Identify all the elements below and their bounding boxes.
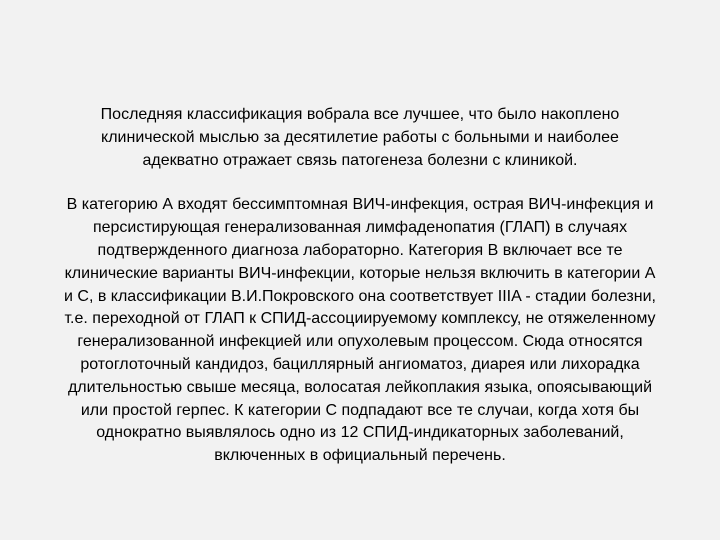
intro-paragraph: Последняя классификация вобрала все лучшее, что было накоплено клинической мыслью за десятилетие работы с больными и наиболее адекватно отражает связь патогенеза болезни с клиникой.: [100, 106, 620, 169]
paragraph-spacer: [14, 172, 706, 194]
categories-paragraph: В категорию А входят бессимптомная ВИЧ-инфекция, острая ВИЧ-инфекция и персистирующая генерализованная лимфаденопатия (ГЛАП) в случаях подтвержденного диагноза лабораторно. Категория В включает все те клинические варианты ВИЧ-инфекции, которые нельзя включить в категории А и С, в классификации В.И.Покровского она соответствует IIIA - стадии болезни, т.е. переходной от ГЛАП к СПИД-ассоциируемому комплексу, не отяжеленному генерализованной инфекцией или опухолевым процессом. Сюда относятся ротоглоточный кандидоз, бациллярный ангиоматоз, диарея или лихорадка длительностью свыше месяца, волосатая лейкоплакия языка, опоясывающий или простой герпес. К категории С подпадают все те случаи, когда хотя бы однократно выявлялось одно из 12 СПИД-индикаторных заболеваний, включенных в официальный перечень.: [64, 196, 656, 465]
slide-content: [14, 104, 706, 468]
